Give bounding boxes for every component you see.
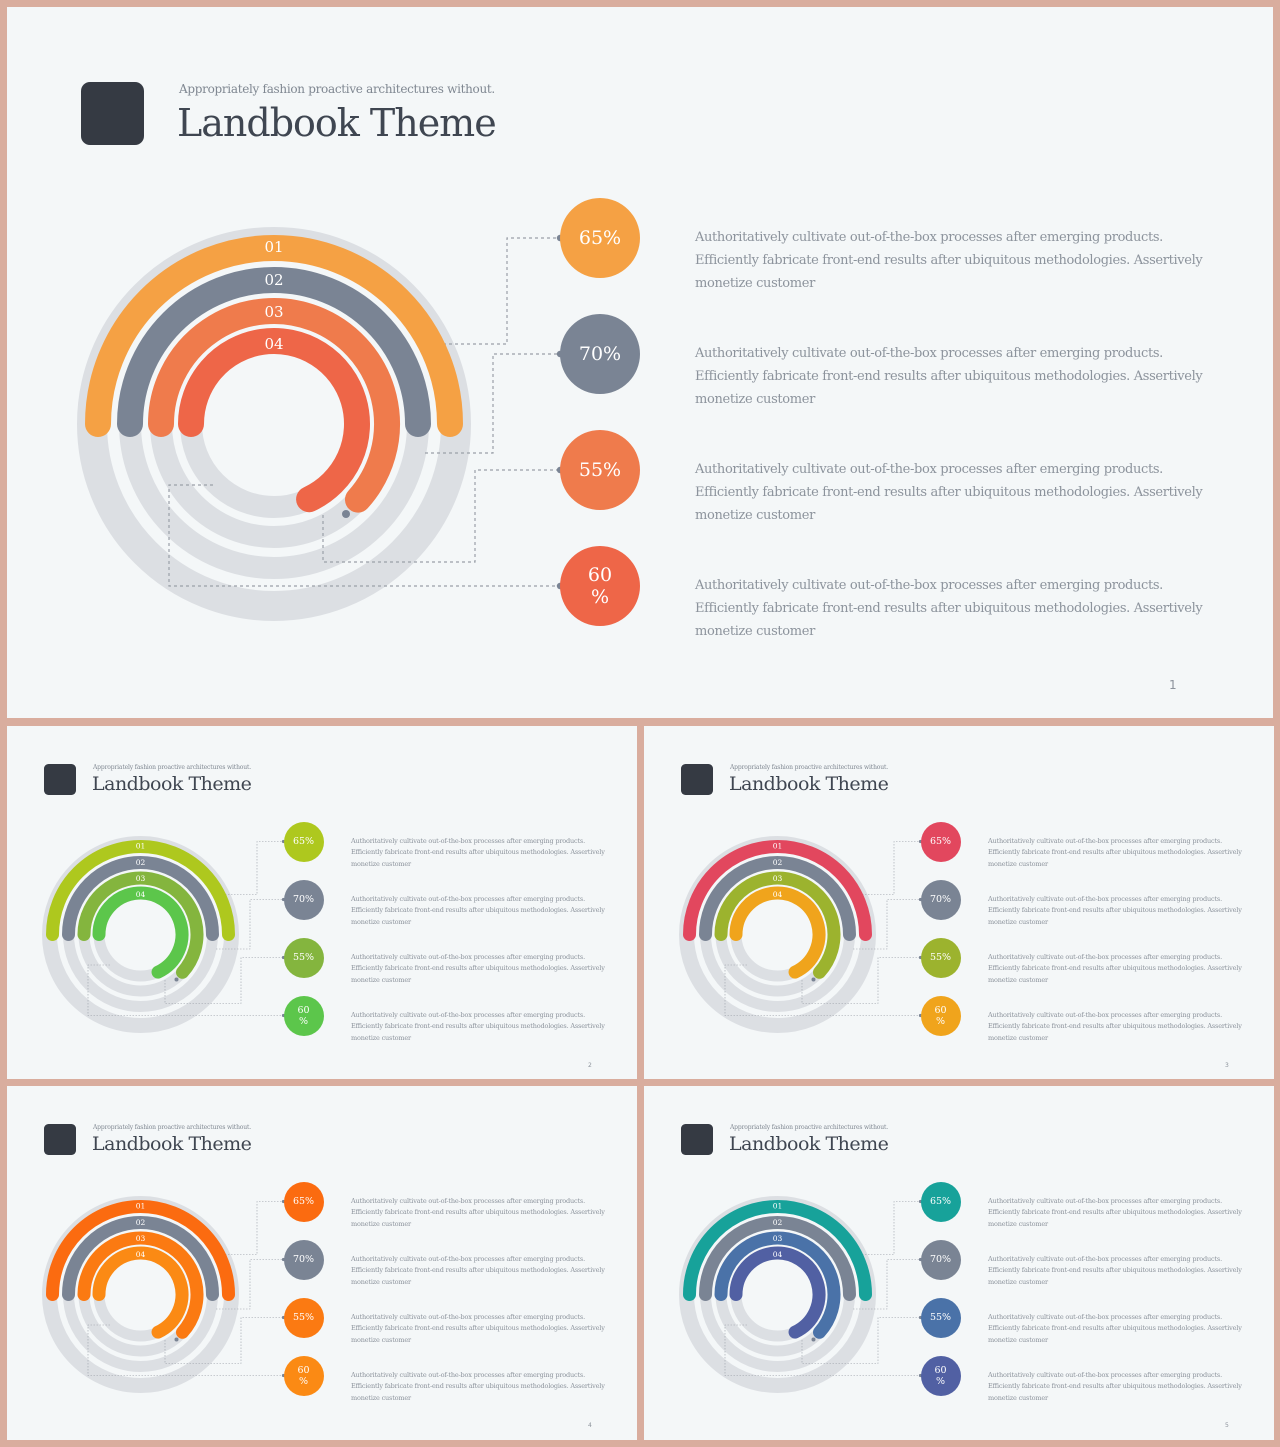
ring-label-1: 01 xyxy=(264,238,284,256)
percent-badge-3: 55% xyxy=(284,1298,324,1338)
ring-label-2: 02 xyxy=(772,1218,783,1227)
percent-badge-2: 70% xyxy=(284,880,324,920)
percent-badge-3: 55% xyxy=(284,938,324,978)
ring-label-3: 03 xyxy=(264,303,284,321)
ring-label-4: 04 xyxy=(135,890,146,899)
percent-badge-2: 70% xyxy=(921,880,961,920)
slide-5[interactable] xyxy=(644,1086,1274,1440)
description-text-3: Authoritatively cultivate out-of-the-box processes after emerging products. Efficiently fabricate front-end results after ubiquitous methodologies. Assertively monetize customer xyxy=(988,952,1242,984)
leader-dot xyxy=(175,978,179,982)
percent-badge-1: 65% xyxy=(560,198,640,278)
ring-label-4: 04 xyxy=(264,335,284,353)
description-text-3: Authoritatively cultivate out-of-the-box processes after emerging products. Efficiently fabricate front-end results after ubiquitous methodologies. Assertively monetize customer xyxy=(351,1312,605,1344)
percent-badge-1: 65% xyxy=(284,822,324,862)
page-title: Landbook Theme xyxy=(92,1133,252,1155)
percent-badge-3: 55% xyxy=(921,938,961,978)
description-text-4: Authoritatively cultivate out-of-the-box processes after emerging products. Efficiently fabricate front-end results after ubiquitous methodologies. Assertively monetize customer xyxy=(351,1370,605,1402)
percent-badge-2: 70% xyxy=(284,1240,324,1280)
page-number: 4 xyxy=(588,1421,592,1429)
ring-label-1: 01 xyxy=(772,1201,783,1211)
description-text-4: Authoritatively cultivate out-of-the-box processes after emerging products. Efficiently fabricate front-end results after ubiquitous methodologies. Assertively monetize customer xyxy=(988,1370,1242,1402)
subtitle: Appropriately fashion proactive architectures without. xyxy=(93,1123,251,1131)
leader-dot xyxy=(812,978,816,982)
percent-badge-1: 65% xyxy=(921,822,961,862)
page-number: 1 xyxy=(1169,678,1177,692)
description-text-2: Authoritatively cultivate out-of-the-box processes after emerging products. Efficiently fabricate front-end results after ubiquitous methodologies. Assertively monetize customer xyxy=(988,1254,1242,1286)
leader-dot xyxy=(812,1338,816,1342)
percent-badge-3: 55% xyxy=(560,430,640,510)
ring-label-1: 01 xyxy=(135,841,146,851)
percent-badge-2: 70% xyxy=(560,314,640,394)
percent-badge-4: 60 % xyxy=(921,1356,961,1396)
ring-label-3: 03 xyxy=(772,874,783,883)
percent-badge-4: 60 % xyxy=(921,996,961,1036)
leader-dot xyxy=(175,1338,179,1342)
description-text-2: Authoritatively cultivate out-of-the-box processes after emerging products. Efficiently fabricate front-end results after ubiquitous methodologies. Assertively monetize customer xyxy=(695,346,1203,407)
page-title: Landbook Theme xyxy=(177,101,496,145)
percent-badge-4: 60 % xyxy=(284,1356,324,1396)
ring-label-4: 04 xyxy=(772,1250,783,1259)
percent-badge-1: 65% xyxy=(284,1182,324,1222)
description-text-3: Authoritatively cultivate out-of-the-box processes after emerging products. Efficiently fabricate front-end results after ubiquitous methodologies. Assertively monetize customer xyxy=(351,952,605,984)
ring-label-2: 02 xyxy=(264,271,284,289)
percent-badge-2: 70% xyxy=(921,1240,961,1280)
page-number: 3 xyxy=(1225,1061,1229,1069)
ring-label-2: 02 xyxy=(135,858,146,867)
subtitle: Appropriately fashion proactive architectures without. xyxy=(730,763,888,771)
ring-label-4: 04 xyxy=(772,890,783,899)
slide-4[interactable] xyxy=(7,1086,637,1440)
ring-label-4: 04 xyxy=(135,1250,146,1259)
slide-3[interactable] xyxy=(644,726,1274,1079)
description-text-2: Authoritatively cultivate out-of-the-box processes after emerging products. Efficiently fabricate front-end results after ubiquitous methodologies. Assertively monetize customer xyxy=(351,894,605,926)
ring-label-3: 03 xyxy=(135,1234,146,1243)
percent-badge-3: 55% xyxy=(921,1298,961,1338)
description-text-4: Authoritatively cultivate out-of-the-box processes after emerging products. Efficiently fabricate front-end results after ubiquitous methodologies. Assertively monetize customer xyxy=(351,1010,605,1042)
percent-badge-4: 60 % xyxy=(284,996,324,1036)
page-title: Landbook Theme xyxy=(729,1133,889,1155)
description-text-1: Authoritatively cultivate out-of-the-box processes after emerging products. Efficiently fabricate front-end results after ubiquitous methodologies. Assertively monetize customer xyxy=(988,836,1242,868)
ring-label-2: 02 xyxy=(135,1218,146,1227)
description-text-3: Authoritatively cultivate out-of-the-box processes after emerging products. Efficiently fabricate front-end results after ubiquitous methodologies. Assertively monetize customer xyxy=(988,1312,1242,1344)
description-text-4: Authoritatively cultivate out-of-the-box processes after emerging products. Efficiently fabricate front-end results after ubiquitous methodologies. Assertively monetize customer xyxy=(988,1010,1242,1042)
description-text-1: Authoritatively cultivate out-of-the-box processes after emerging products. Efficiently fabricate front-end results after ubiquitous methodologies. Assertively monetize customer xyxy=(351,1196,605,1228)
page-number: 2 xyxy=(588,1061,592,1069)
percent-badge-4: 60 % xyxy=(560,546,640,626)
ring-label-3: 03 xyxy=(772,1234,783,1243)
slide-1[interactable] xyxy=(7,7,1273,718)
ring-label-1: 01 xyxy=(135,1201,146,1211)
description-text-1: Authoritatively cultivate out-of-the-box processes after emerging products. Efficiently fabricate front-end results after ubiquitous methodologies. Assertively monetize customer xyxy=(988,1196,1242,1228)
description-text-1: Authoritatively cultivate out-of-the-box processes after emerging products. Efficiently fabricate front-end results after ubiquitous methodologies. Assertively monetize customer xyxy=(351,836,605,868)
slide-2[interactable] xyxy=(7,726,637,1079)
ring-label-3: 03 xyxy=(135,874,146,883)
description-text-2: Authoritatively cultivate out-of-the-box processes after emerging products. Efficiently fabricate front-end results after ubiquitous methodologies. Assertively monetize customer xyxy=(351,1254,605,1286)
description-text-1: Authoritatively cultivate out-of-the-box processes after emerging products. Efficiently fabricate front-end results after ubiquitous methodologies. Assertively monetize customer xyxy=(695,230,1203,291)
description-text-4: Authoritatively cultivate out-of-the-box processes after emerging products. Efficiently fabricate front-end results after ubiquitous methodologies. Assertively monetize customer xyxy=(695,578,1203,639)
description-text-3: Authoritatively cultivate out-of-the-box processes after emerging products. Efficiently fabricate front-end results after ubiquitous methodologies. Assertively monetize customer xyxy=(695,462,1203,523)
description-text-2: Authoritatively cultivate out-of-the-box processes after emerging products. Efficiently fabricate front-end results after ubiquitous methodologies. Assertively monetize customer xyxy=(988,894,1242,926)
subtitle: Appropriately fashion proactive architectures without. xyxy=(93,763,251,771)
subtitle: Appropriately fashion proactive architectures without. xyxy=(179,82,495,96)
page-title: Landbook Theme xyxy=(92,773,252,795)
leader-dot xyxy=(342,510,350,518)
ring-label-2: 02 xyxy=(772,858,783,867)
subtitle: Appropriately fashion proactive architectures without. xyxy=(730,1123,888,1131)
ring-label-1: 01 xyxy=(772,841,783,851)
page-title: Landbook Theme xyxy=(729,773,889,795)
percent-badge-1: 65% xyxy=(921,1182,961,1222)
page-number: 5 xyxy=(1225,1421,1229,1429)
